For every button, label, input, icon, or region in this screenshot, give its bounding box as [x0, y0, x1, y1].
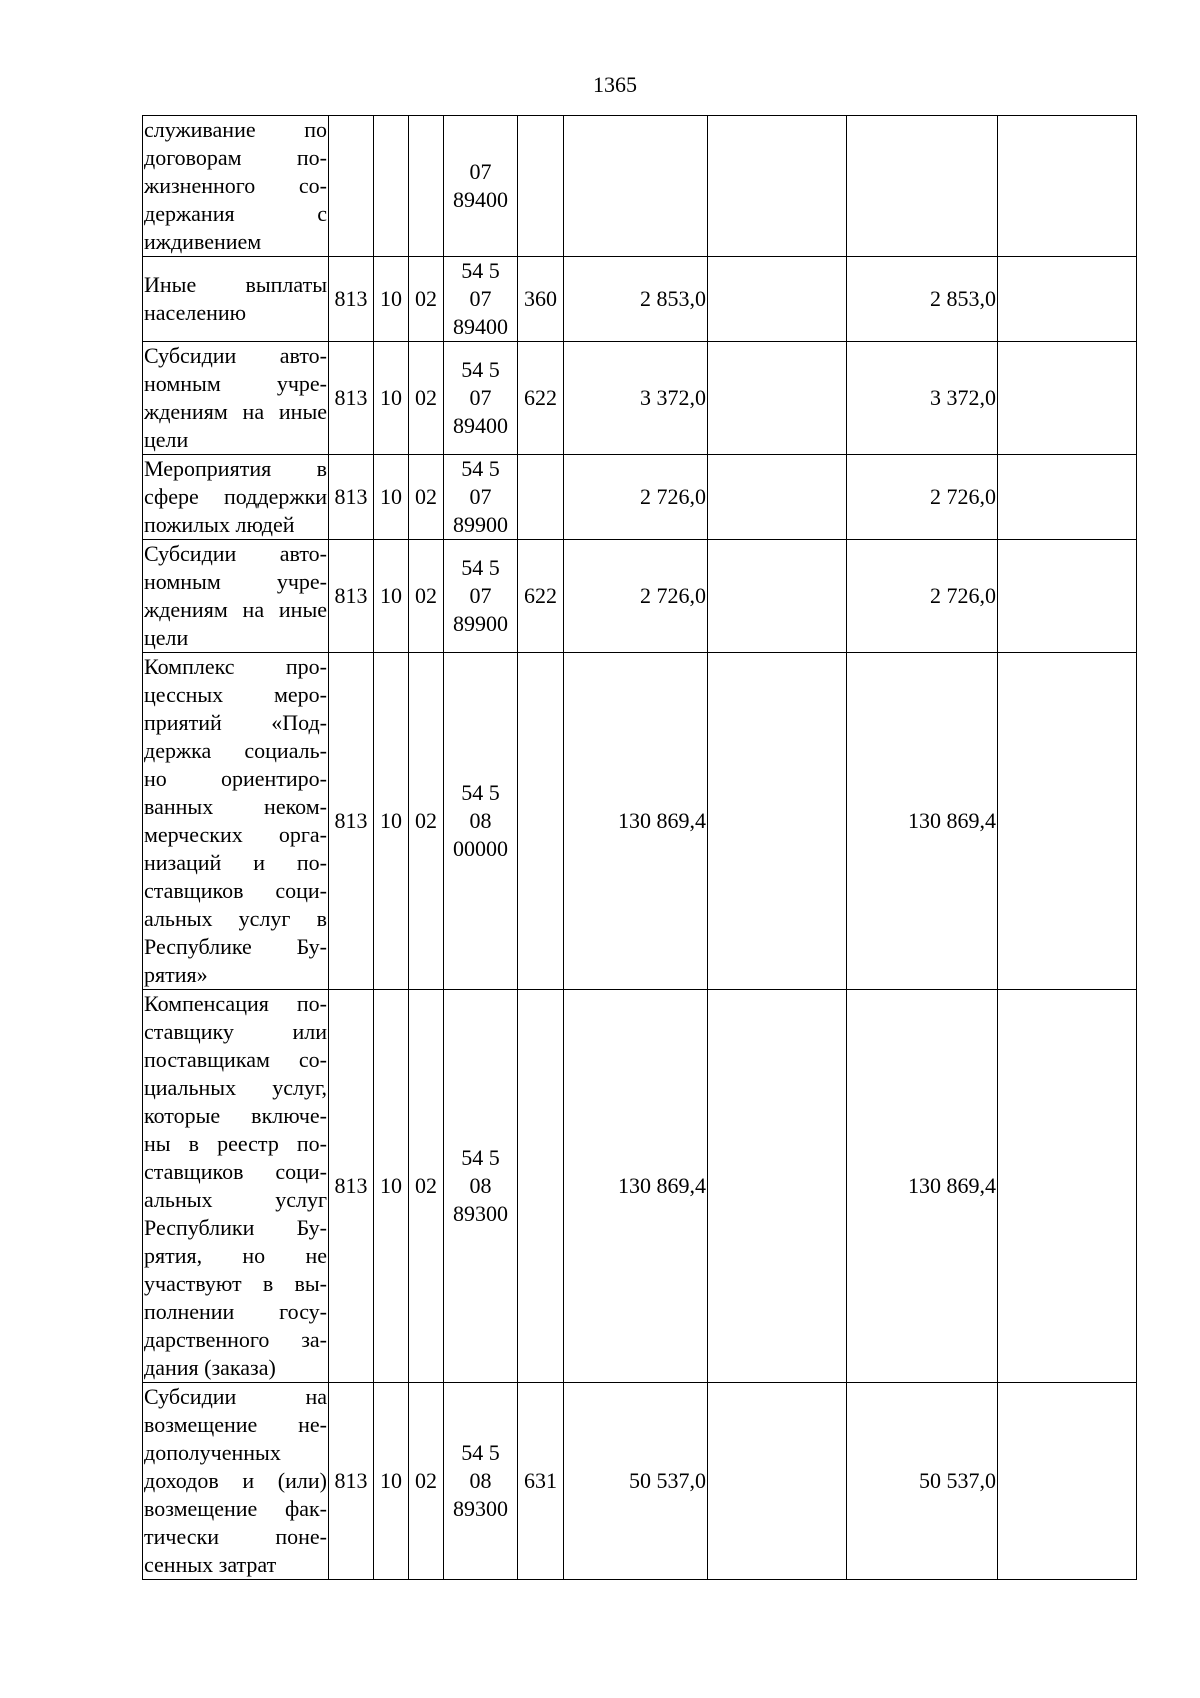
target-article-line: 08: [469, 1468, 492, 1493]
page-number: 1365: [593, 72, 637, 97]
target-article-line: 54 5: [461, 456, 500, 481]
rz-code-cell: 10: [374, 540, 409, 653]
sum3-cell: 2 853,0: [847, 257, 998, 342]
sum1-cell: 130 869,4: [564, 990, 708, 1383]
row-name-line: цессных меро-: [144, 682, 327, 707]
row-name-line: Субсидии на: [144, 1384, 327, 1409]
budget-table: [142, 115, 1137, 1580]
row-name-line: держка социаль-: [144, 738, 327, 763]
sum2-cell: [708, 342, 847, 455]
sum4-cell: [998, 116, 1137, 257]
row-name-line: Мероприятия в: [144, 456, 327, 481]
target-article-cell: [444, 1383, 518, 1580]
row-name-line: циальных услуг,: [144, 1075, 327, 1100]
gr-code-cell: 813: [329, 990, 374, 1383]
rz-code-cell: 10: [374, 455, 409, 540]
row-name-line: ставщиков соци-: [144, 1159, 327, 1184]
sum1-cell: 2 726,0: [564, 540, 708, 653]
sum4-cell: [998, 455, 1137, 540]
gr-code-cell: 813: [329, 455, 374, 540]
sum2-cell: [708, 540, 847, 653]
row-name-line: ставщиков соци-: [144, 878, 327, 903]
row-name-line: возмещение не-: [144, 1412, 327, 1437]
sum4-cell: [998, 342, 1137, 455]
row-name-line: дания (заказа): [144, 1355, 276, 1380]
target-article-cell: [444, 540, 518, 653]
row-name-line: жизненного со-: [144, 173, 327, 198]
row-name-line: сенных затрат: [144, 1552, 277, 1577]
row-name-cell: [143, 540, 329, 653]
target-article-line: 07: [469, 484, 492, 509]
row-name-cell: [143, 116, 329, 257]
expense-type-cell: [518, 653, 564, 990]
row-name-cell: [143, 342, 329, 455]
row-name-line: сфере поддержки: [144, 484, 327, 509]
sum1-cell: 130 869,4: [564, 653, 708, 990]
sum4-cell: [998, 1383, 1137, 1580]
expense-type-cell: [518, 116, 564, 257]
row-name-line: пожилых людей: [144, 512, 295, 537]
row-name-line: которые включе-: [144, 1103, 327, 1128]
row-name-line: цели: [144, 625, 189, 650]
target-article-line: 89900: [453, 512, 508, 537]
rz-code-cell: 10: [374, 990, 409, 1383]
sum4-cell: [998, 257, 1137, 342]
table-row: [143, 990, 1137, 1383]
target-article-line: 54 5: [461, 780, 500, 805]
gr-code-cell: [329, 116, 374, 257]
target-article-line: 89300: [453, 1496, 508, 1521]
sum2-cell: [708, 990, 847, 1383]
target-article-line: 54 5: [461, 258, 500, 283]
row-name-line: поставщикам со-: [144, 1047, 327, 1072]
target-article-cell: [444, 116, 518, 257]
pr-code-cell: 02: [409, 342, 444, 455]
pr-code-cell: 02: [409, 540, 444, 653]
row-name-line: приятий «Под-: [144, 710, 327, 735]
target-article-line: 54 5: [461, 1440, 500, 1465]
target-article-cell: [444, 342, 518, 455]
sum2-cell: [708, 455, 847, 540]
row-name-line: ждениям на иные: [144, 597, 327, 622]
pr-code-cell: 02: [409, 653, 444, 990]
row-name-cell: [143, 653, 329, 990]
rz-code-cell: 10: [374, 653, 409, 990]
expense-type-cell: [518, 990, 564, 1383]
row-name-line: мерческих орга-: [144, 822, 327, 847]
sum3-cell: 130 869,4: [847, 653, 998, 990]
row-name-line: ждениям на иные: [144, 399, 327, 424]
row-name-line: полнении госу-: [144, 1299, 327, 1324]
sum2-cell: [708, 116, 847, 257]
target-article-cell: [444, 990, 518, 1383]
row-name-cell: [143, 990, 329, 1383]
expense-type-cell: [518, 455, 564, 540]
pr-code-cell: 02: [409, 455, 444, 540]
target-article-line: 89400: [453, 314, 508, 339]
sum4-cell: [998, 653, 1137, 990]
target-article-line: 89300: [453, 1201, 508, 1226]
row-name-line: Компенсация по-: [144, 991, 327, 1016]
row-name-line: номным учре-: [144, 569, 327, 594]
sum1-cell: 50 537,0: [564, 1383, 708, 1580]
sum2-cell: [708, 653, 847, 990]
target-article-line: 00000: [453, 836, 508, 861]
row-name-line: тически поне-: [144, 1524, 327, 1549]
sum3-cell: 2 726,0: [847, 455, 998, 540]
target-article-line: 54 5: [461, 357, 500, 382]
target-article-cell: [444, 257, 518, 342]
row-name-line: служивание по: [144, 117, 327, 142]
sum3-cell: 2 726,0: [847, 540, 998, 653]
row-name-line: дарственного за-: [144, 1327, 327, 1352]
row-name-line: договорам по-: [144, 145, 327, 170]
row-name-cell: [143, 455, 329, 540]
table-row: [143, 1383, 1137, 1580]
sum1-cell: [564, 116, 708, 257]
table-row: [143, 455, 1137, 540]
target-article-line: 54 5: [461, 555, 500, 580]
row-name-line: держания с: [144, 201, 327, 226]
row-name-line: доходов и (или): [144, 1468, 327, 1493]
row-name-line: рятия, но не: [144, 1243, 327, 1268]
gr-code-cell: 813: [329, 257, 374, 342]
sum4-cell: [998, 540, 1137, 653]
expense-type-cell: 360: [518, 257, 564, 342]
rz-code-cell: 10: [374, 1383, 409, 1580]
gr-code-cell: 813: [329, 653, 374, 990]
table-body: [143, 116, 1137, 1580]
gr-code-cell: 813: [329, 1383, 374, 1580]
row-name-line: ны в реестр по-: [144, 1131, 327, 1156]
expense-type-cell: 622: [518, 342, 564, 455]
expense-type-cell: 631: [518, 1383, 564, 1580]
rz-code-cell: 10: [374, 257, 409, 342]
rz-code-cell: 10: [374, 342, 409, 455]
target-article-line: 89400: [453, 413, 508, 438]
target-article-line: 07: [469, 286, 492, 311]
sum3-cell: [847, 116, 998, 257]
row-name-line: Республики Бу-: [144, 1215, 327, 1240]
row-name-line: цели: [144, 427, 189, 452]
row-name-line: Иные выплаты: [144, 272, 327, 297]
sum3-cell: 3 372,0: [847, 342, 998, 455]
row-name-line: рятия»: [144, 962, 208, 987]
target-article-line: 89900: [453, 611, 508, 636]
target-article-line: 07: [469, 385, 492, 410]
row-name-line: но ориентиро-: [144, 766, 327, 791]
sum3-cell: 50 537,0: [847, 1383, 998, 1580]
target-article-line: 07: [469, 159, 492, 184]
gr-code-cell: 813: [329, 540, 374, 653]
row-name-line: Комплекс про-: [144, 654, 327, 679]
table-row: [143, 116, 1137, 257]
row-name-line: населению: [144, 300, 247, 325]
sum3-cell: 130 869,4: [847, 990, 998, 1383]
sum2-cell: [708, 257, 847, 342]
row-name-cell: [143, 257, 329, 342]
target-article-line: 89400: [453, 187, 508, 212]
table-row: [143, 257, 1137, 342]
sum2-cell: [708, 1383, 847, 1580]
row-name-line: альных услуг в: [144, 906, 327, 931]
pr-code-cell: 02: [409, 257, 444, 342]
target-article-line: 08: [469, 808, 492, 833]
row-name-line: Республике Бу-: [144, 934, 327, 959]
target-article-line: 54 5: [461, 1145, 500, 1170]
sum1-cell: 2 853,0: [564, 257, 708, 342]
table-row: [143, 540, 1137, 653]
target-article-line: 07: [469, 583, 492, 608]
row-name-line: возмещение фак-: [144, 1496, 327, 1521]
pr-code-cell: 02: [409, 990, 444, 1383]
sum1-cell: 3 372,0: [564, 342, 708, 455]
target-article-cell: [444, 653, 518, 990]
row-name-line: Субсидии авто-: [144, 343, 327, 368]
sum4-cell: [998, 990, 1137, 1383]
table-row: [143, 653, 1137, 990]
sum1-cell: 2 726,0: [564, 455, 708, 540]
row-name-line: низаций и по-: [144, 850, 327, 875]
table-row: [143, 342, 1137, 455]
row-name-line: участвуют в вы-: [144, 1271, 327, 1296]
row-name-line: ванных неком-: [144, 794, 327, 819]
row-name-cell: [143, 1383, 329, 1580]
row-name-line: альных услуг: [144, 1187, 327, 1212]
row-name-line: ставщику или: [144, 1019, 327, 1044]
target-article-line: 08: [469, 1173, 492, 1198]
rz-code-cell: [374, 116, 409, 257]
pr-code-cell: 02: [409, 1383, 444, 1580]
gr-code-cell: 813: [329, 342, 374, 455]
row-name-line: номным учре-: [144, 371, 327, 396]
row-name-line: Субсидии авто-: [144, 541, 327, 566]
expense-type-cell: 622: [518, 540, 564, 653]
target-article-cell: [444, 455, 518, 540]
row-name-line: иждивением: [144, 229, 262, 254]
pr-code-cell: [409, 116, 444, 257]
row-name-line: дополученных: [144, 1440, 281, 1465]
